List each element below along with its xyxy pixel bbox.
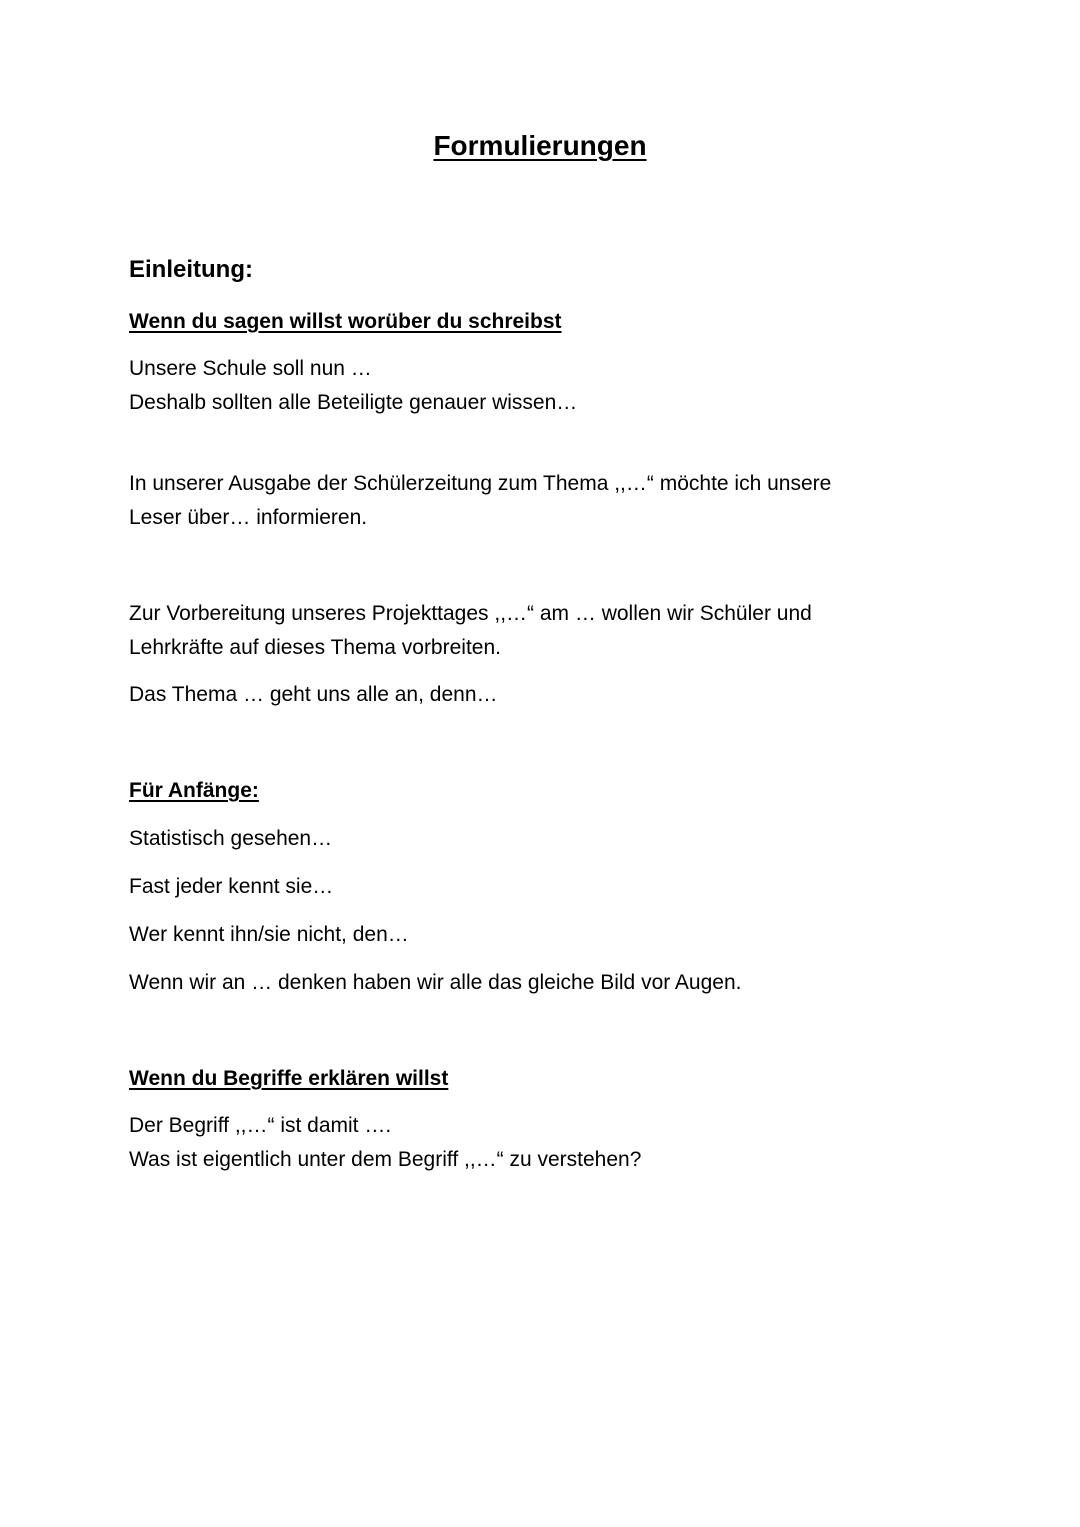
phrase-line: Lehrkräfte auf dieses Thema vorbreiten. — [129, 636, 501, 659]
subheading-topic: Wenn du sagen willst worüber du schreibst — [129, 310, 562, 333]
page-title: Formulierungen — [433, 130, 647, 161]
phrase-line: Wenn wir an … denken haben wir alle das gleiche Bild vor Augen. — [129, 971, 742, 994]
phrase-line: Deshalb sollten alle Beteiligte genauer wissen… — [129, 391, 578, 414]
phrase-line: Zur Vorbereitung unseres Projekttages ,,…“ am … wollen wir Schüler und — [129, 602, 812, 625]
phrase-line: Was ist eigentlich unter dem Begriff ,,…“ zu verstehen? — [129, 1148, 642, 1171]
phrase-line: Leser über… informieren. — [129, 506, 368, 529]
subheading-openers: Für Anfänge: — [129, 779, 259, 802]
phrase-line: Wer kennt ihn/sie nicht, den… — [129, 923, 409, 946]
phrase-line: Der Begriff ,,…“ ist damit …. — [129, 1114, 392, 1137]
phrase-line: Fast jeder kennt sie… — [129, 875, 334, 898]
phrase-line: Unsere Schule soll nun … — [129, 357, 372, 380]
phrase-line: Statistisch gesehen… — [129, 827, 333, 850]
section-heading-einleitung: Einleitung: — [129, 256, 253, 283]
phrase-line: In unserer Ausgabe der Schülerzeitung zum Thema ,,…“ möchte ich unsere — [129, 472, 832, 495]
subheading-definitions: Wenn du Begriffe erklären willst — [129, 1067, 449, 1090]
phrase-line: Das Thema … geht uns alle an, denn… — [129, 683, 498, 706]
